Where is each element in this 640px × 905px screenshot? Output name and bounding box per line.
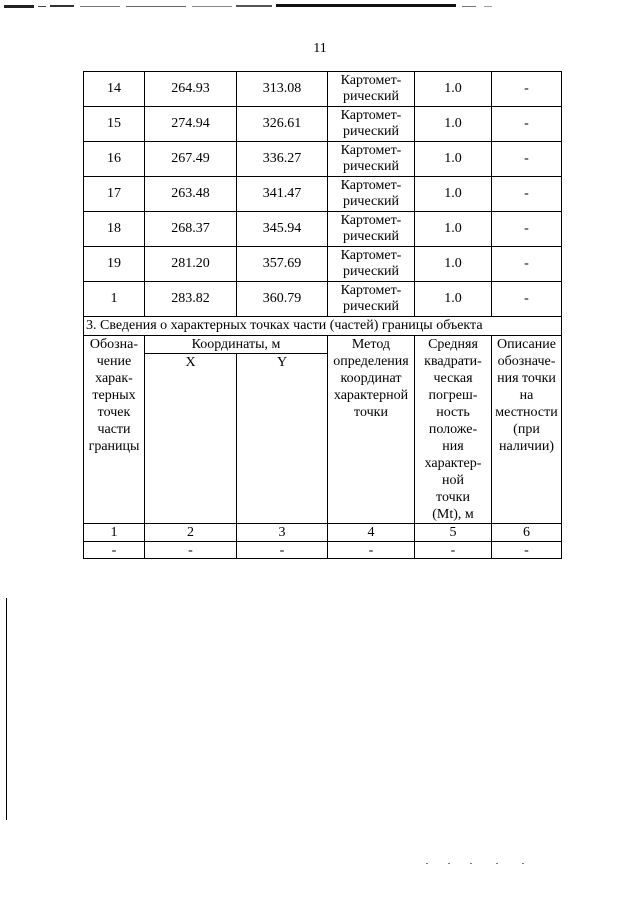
header-y: Y [237, 354, 328, 524]
column-number: 1 [84, 524, 145, 542]
description: - [492, 177, 562, 212]
header-line: характерной [333, 388, 409, 403]
scan-artifact-bottom [426, 862, 526, 866]
description: - [492, 107, 562, 142]
point-row [84, 72, 562, 107]
header-mean-error [415, 336, 492, 524]
method [328, 107, 415, 142]
coord-y: 360.79 [237, 282, 328, 317]
point-row [84, 282, 562, 317]
header-line: ность [436, 405, 470, 420]
header-line: точки [436, 490, 470, 505]
method-line-1: Картомет- [340, 248, 402, 263]
header-line: терных [92, 388, 136, 403]
mean-error: 1.0 [415, 212, 492, 247]
method-line-2: рический [342, 159, 400, 174]
column-number: 5 [415, 524, 492, 542]
header-line: Средняя [428, 337, 478, 352]
header-coordinates: Координаты, м [145, 336, 328, 354]
method [328, 72, 415, 107]
header-line: на [519, 388, 534, 403]
point-row [84, 212, 562, 247]
description: - [492, 282, 562, 317]
coord-y: 313.08 [237, 72, 328, 107]
header-line: ния точки [497, 371, 556, 386]
header-line: определения [333, 354, 409, 369]
header-description [492, 336, 562, 524]
empty-values-row [84, 542, 562, 559]
method-line-2: рический [342, 89, 400, 104]
header-line: наличии) [499, 439, 554, 454]
empty-value: - [415, 542, 492, 559]
column-numbers-row [84, 524, 562, 542]
point-row [84, 142, 562, 177]
coord-y: 326.61 [237, 107, 328, 142]
empty-value: - [328, 542, 415, 559]
header-line: чение [96, 354, 132, 369]
mean-error: 1.0 [415, 142, 492, 177]
header-line: ной [442, 473, 464, 488]
header-line: части [97, 422, 131, 437]
point-row [84, 107, 562, 142]
point-row [84, 247, 562, 282]
point-number: 18 [84, 212, 145, 247]
description: - [492, 142, 562, 177]
header-line: Метод [351, 337, 391, 352]
mean-error: 1.0 [415, 177, 492, 212]
point-number: 1 [84, 282, 145, 317]
section-title-row [84, 317, 562, 336]
header-line: Обозна- [89, 337, 139, 352]
method-line-2: рический [342, 194, 400, 209]
header-line: харак- [95, 371, 133, 386]
method-line-1: Картомет- [340, 283, 402, 298]
coord-x: 264.93 [145, 72, 237, 107]
point-number: 15 [84, 107, 145, 142]
method [328, 177, 415, 212]
point-number: 14 [84, 72, 145, 107]
coord-x: 267.49 [145, 142, 237, 177]
coord-y: 345.94 [237, 212, 328, 247]
header-line: координат [340, 371, 402, 386]
header-line: границы [88, 439, 140, 454]
column-number: 4 [328, 524, 415, 542]
coord-x: 263.48 [145, 177, 237, 212]
method [328, 142, 415, 177]
coord-y: 341.47 [237, 177, 328, 212]
mean-error: 1.0 [415, 247, 492, 282]
header-line: (Mt), м [432, 507, 474, 522]
empty-value: - [237, 542, 328, 559]
header-line: ческая [433, 371, 473, 386]
header-line: (при [513, 422, 540, 437]
page-number: 11 [313, 41, 327, 56]
point-rows [84, 72, 562, 317]
point-number: 16 [84, 142, 145, 177]
header-line: Описание [497, 337, 556, 352]
method-line-1: Картомет- [340, 143, 402, 158]
point-number: 19 [84, 247, 145, 282]
point-row [84, 177, 562, 212]
header-line: погреш- [428, 388, 478, 403]
header-line: квадрати- [424, 354, 482, 369]
method-line-1: Картомет- [340, 108, 402, 123]
header-line: характер- [424, 456, 482, 471]
boundary-points-table [83, 71, 562, 559]
coord-x: 281.20 [145, 247, 237, 282]
method [328, 212, 415, 247]
method [328, 282, 415, 317]
method-line-1: Картомет- [340, 178, 402, 193]
coord-x: 274.94 [145, 107, 237, 142]
header-x: X [145, 354, 237, 524]
description: - [492, 247, 562, 282]
header-line: местности [495, 405, 558, 420]
method-line-2: рический [342, 299, 400, 314]
column-number: 6 [492, 524, 562, 542]
column-number: 2 [145, 524, 237, 542]
coord-y: 336.27 [237, 142, 328, 177]
method-line-2: рический [342, 124, 400, 139]
header-row-1 [84, 336, 562, 354]
header-point-designation [84, 336, 145, 524]
point-number: 17 [84, 177, 145, 212]
header-line: положе- [428, 422, 478, 437]
method-line-2: рический [342, 229, 400, 244]
coord-x: 283.82 [145, 282, 237, 317]
mean-error: 1.0 [415, 107, 492, 142]
mean-error: 1.0 [415, 282, 492, 317]
method-line-2: рический [342, 264, 400, 279]
coord-y: 357.69 [237, 247, 328, 282]
header-line: точек [97, 405, 131, 420]
scan-artifact-top [4, 2, 636, 10]
empty-value: - [84, 542, 145, 559]
method-line-1: Картомет- [340, 73, 402, 88]
header-line: ния [442, 439, 464, 454]
scan-edge-line [6, 598, 7, 820]
method-line-1: Картомет- [340, 213, 402, 228]
method [328, 247, 415, 282]
empty-value: - [145, 542, 237, 559]
empty-value: - [492, 542, 562, 559]
description: - [492, 72, 562, 107]
header-method [328, 336, 415, 524]
mean-error: 1.0 [415, 72, 492, 107]
coord-x: 268.37 [145, 212, 237, 247]
section-3 [84, 317, 562, 559]
section-title: 3. Сведения о характерных точках части (частей) границы объекта [84, 317, 562, 336]
header-line: обозначе- [497, 354, 556, 369]
header-line: точки [354, 405, 388, 420]
column-number: 3 [237, 524, 328, 542]
description: - [492, 212, 562, 247]
